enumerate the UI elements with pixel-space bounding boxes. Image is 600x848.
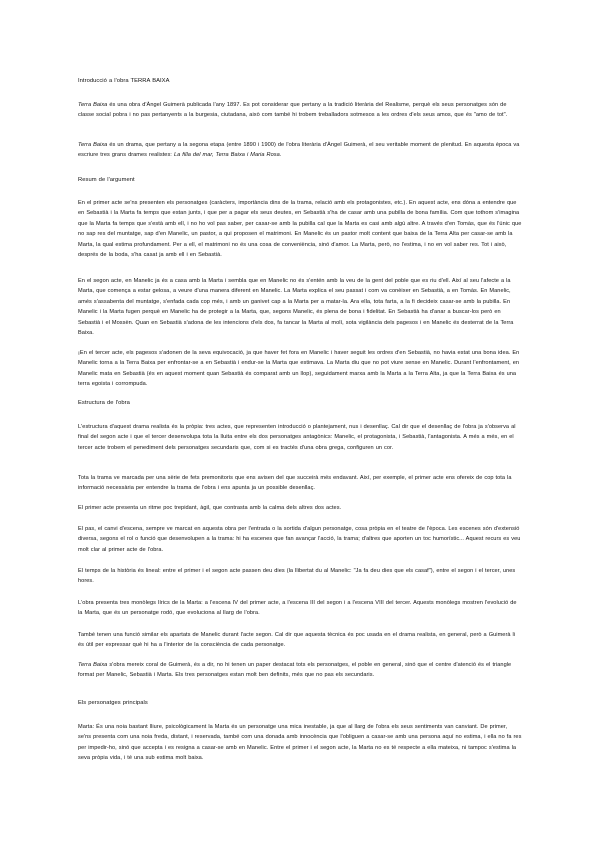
summary-paragraph-2: En el segon acte, en Manelic ja és a casa amb la Marta i sembla que en Manelic no és s'entén amb la veu de la gent del poble que es riu d'ell. Així al seu l'afecte a la Marta, que comença a estar gelosa, a veure d'una manera diferent en Manelic. La Marta explica el seu passat i com va conèixer en Sebastià, a en Tomàs. En Manelic, amés s'assabenta del muntatge, s'enfada cada cop més, i amb un ganivet cap a la Marta per a matar-la. Ara ella, tota farta, a la fi decideix casar-se amb la pubilla. En Manelic i la Marta fugen perquè en Manelic ha de protegir a la Marta, que, segons Manelic, és plena de bona i fidelitat. En Sebastià ha d'anar a buscar-los però en Sebastià i el Mossèn. Quan en Sebastià s'adona de les intencions d'els dos, fa tancar la Marta al molí, sota vigilància dels pagesos i en Manelic és desterrat de la Terra Baixa. xyxy=(78,278,514,337)
summary-paragraph-3: ¡En el tercer acte, els pagesos s'adonen de la seva equivocació, ja que haver fet fora en Manelic i haver seguit les ordres d'en Sebastià, no havia estat una bona idea. En Manelic torna a la Terra Baixa per enfrontar-se a en Sebastià i endur-se la Marta que estimava. La Marta diu que no pot viure sense en Manelic. Durant l'enfrontament, en Manelic mata en Sebastià (és en aquest moment quan Sebastià és comparat amb un llop), seguidament marxa amb la Marta a la Terra Alta, ja que la Terra Baixa és una terra egoista i corrompuda. xyxy=(78,350,520,388)
works-list: La filla del mar, Terra Baixa i Maria Rosa. xyxy=(173,152,282,159)
section-heading-characters: Els personatges principals xyxy=(78,700,148,706)
summary-paragraph-1: En el primer acte se'ns presenten els personatges (caràcters, importància dins de la trama, relació amb els protagonistes, etc.). En aquest acte, ens dóna a entendre que en Sebastià i la Marta fa temps que estan junts, i que per a pagar els seus deutes, en Sebastià s'ha de casar amb una pubilla de bona família. Com que tothom s'imagina que la Marta fa temps que s'està amb ell, i no ho vol pas saber, per casar-se amb la pubilla cal que la Marta es casi amb algú altre. A través d'en Tomàs, que és l'únic que no sap res del muntatge, sap d'en Manelic, un pastor, a qui proposen el matrimoni. En Manelic és un pastor molt content que baixa de la Terra Alta per casar-se amb la Marta, la qual estima profundament. Per a ell, el matrimoni no és una cosa de conveniència, sinó d'amor. La Marta, però, no l'estima, i no en vol saber res. Tot i això, després de la boda, s'ha casat ja amb ell i en Sebastià. xyxy=(78,200,522,259)
section-heading-structure: Estructura de l'obra xyxy=(78,400,130,406)
intro-paragraph-2 xyxy=(78,140,522,161)
section-heading-summary: Resum de l'argument xyxy=(78,177,135,183)
structure-paragraph-7: També tenen una funció similar els apartats de Manelic durant l'acte segon. Cal dir que aquesta tècnica és poc usada en el drama realista, en general, però a Guimerà li és útil per expressar què hi ha a l'interior de la consciència de cada personatge. xyxy=(78,632,516,649)
structure-paragraph-5: El temps de la història és lineal: entre el primer i el segon acte passen deu dies (la llibertat du al Manelic: "Ja fa deu dies que els casaf"), entre el segon i el tercer, unes hores. xyxy=(78,568,516,585)
work-title: Terra Baixa xyxy=(78,102,108,108)
intro-paragraph-1 xyxy=(78,100,522,121)
chorus-text: s'obra mereix coral de Guimerà, és a dir, no hi tenen un paper destacat tots els personatges, el poble en general, sinó que el centre d'atenció és el triangle format per Manelic, Sebastià i Marta. Els tres personatges estan molt ben definits, més que no pas els secundaris. xyxy=(78,662,512,679)
structure-paragraph-6: L'obra presenta tres monòlegs lírics de la Marta: a l'escena IV del primer acte, a l'escena III del segon i a l'escena VIII del tercer. Aquests monòlegs mostren l'evolució de la Marta, que és un personatge rodó, que evoluciona al llarg de l'obra. xyxy=(78,600,517,617)
chorus-paragraph xyxy=(78,660,522,681)
intro-text: és una obra d'Àngel Guimerà publicada l'any 1897. Es pot considerar que pertany a la tradició literària del Realisme, perquè els seus personatges són de classe social pobra i no pas pertanyents a la burgesia, ciutadana, això com també hi trobem treballadors sotmesos a les ordres d'els seus amos, que és "amo de tot". xyxy=(78,102,508,119)
document-title: Introducció a l'obra TERRA BAIXA xyxy=(78,78,170,84)
work-title: Terra Baixa xyxy=(78,142,108,148)
structure-paragraph-3: El primer acte presenta un ritme poc trepidant, àgil, que contrasta amb la calma dels altres dos actes. xyxy=(78,505,342,511)
structure-paragraph-1: L'estructura d'aquest drama realista és la pròpia: tres actes, que representen introducció o plantejament, nus i desenllaç. Cal dir que el desenllaç de l'obra ja s'observa al final del segon acte i que el tercer desenvolupa tota la lluita entre els dos personatges antagònics: Manelic, el protagonista, i Sebastià, l'antagonista. A més a més, en el tercer acte trobem el penediment dels personatges secundaris que, com si es tractés d'una obra grega, configuren un cor. xyxy=(78,424,516,451)
character-paragraph-marta: Marta: És una noia bastant lliure, psicològicament la Marta és un personatge una mica inestable, ja que al llarg de l'obra els seus sentiments van canviant. De primer, se'ns presenta com una noia freda, distant, i reservada, també com una donada amb innocència que l'obliguen a casar-se amb una persona aquí no estima, i ella no fa res per impedir-ho, sinó que accepta i es resigna a casar-se amb en Manelic. Entre el primer i el segon acte, la Marta no es té respecte a ella mateixa, ni tampoc s'estima la seva pròpia vida, i té una sub estima molt baixa. xyxy=(78,724,522,762)
structure-paragraph-4: El pas, el canvi d'escena, sempre ve marcat en aquesta obra per l'entrada o la sortida d'algun personatge, cosa pròpia en el teatre de l'època. Les escenes són d'extensió diversa, segons el rol o funció que desenvolupen a la trama: hi ha escenes que fan avançar l'acció, la trama; d'altres que aporten un toc humorístic... Aquest recurs es veu molt clar al primer acte de l'obra. xyxy=(78,526,521,553)
structure-paragraph-2: Tota la trama ve marcada per una sèrie de fets premonitoris que ens avisen del que succeirà més endavant. Així, per exemple, el primer acte ens ofereix de cop tota la informació necessària per entendre la trama de l'obra i ens apunta ja un possible desenllaç. xyxy=(78,475,512,492)
intro-text: és un drama, que pertany a la segona etapa (entre 1890 i 1900) de l'obra literària d'Àngel Guimerà, el seu veritable moment de plenitud. En aquesta època va escriure tres grans drames realistes: xyxy=(78,142,520,159)
work-title: Terra Baixa xyxy=(78,662,108,668)
